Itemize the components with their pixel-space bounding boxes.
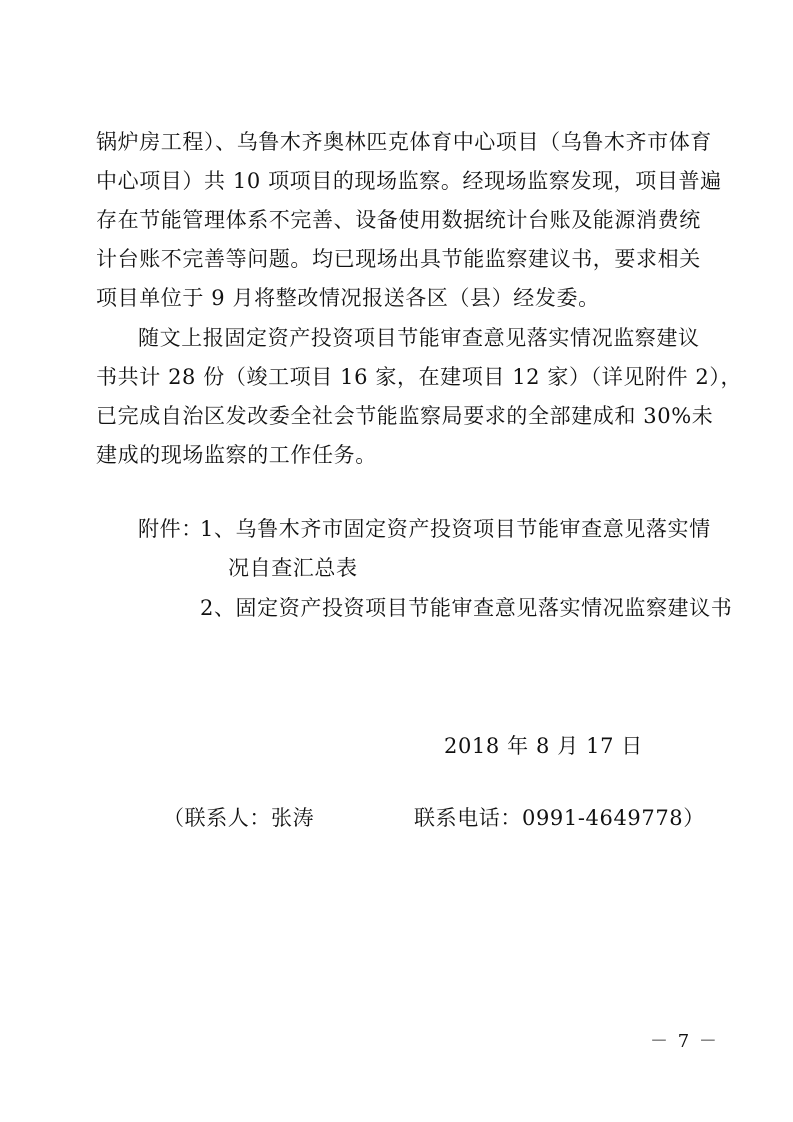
attachment-item-1-continued: 况自查汇总表 (228, 556, 358, 580)
contact-phone: 联系电话：0991-4649778） (414, 806, 705, 830)
paragraph1-line-3: 存在节能管理体系不完善、设备使用数据统计台账及能源消费统 (96, 208, 701, 232)
attachments-label: 附件： (138, 517, 203, 541)
paragraph2-line-4: 建成的现场监察的工作任务。 (96, 443, 377, 467)
attachment-item-1: 1、乌鲁木齐市固定资产投资项目节能审查意见落实情 (200, 517, 711, 541)
paragraph2-line-3: 已完成自治区发改委全社会节能监察局要求的全部建成和 30%未 (96, 404, 714, 428)
paragraph2-line-2: 书共计 28 份（竣工项目 16 家，在建项目 12 家）（详见附件 2）， (96, 365, 743, 389)
paragraph1-line-2: 中心项目）共 10 项项目的现场监察。经现场监察发现，项目普遍 (96, 169, 722, 193)
attachment-item-2: 2、固定资产投资项目节能审查意见落实情况监察建议书 (200, 596, 733, 620)
paragraph1-line-4: 计台账不完善等问题。均已现场出具节能监察建议书，要求相关 (96, 247, 701, 271)
page-number: － 7 － (650, 1031, 719, 1052)
paragraph2-line-1: 随文上报固定资产投资项目节能审查意见落实情况监察建议 (138, 326, 700, 350)
document-date: 2018 年 8 月 17 日 (444, 734, 643, 758)
paragraph1-line-5: 项目单位于 9 月将整改情况报送各区（县）经发委。 (96, 286, 600, 310)
contact-person: （联系人：张涛 (163, 806, 315, 830)
paragraph1-line-1: 锅炉房工程）、乌鲁木齐奥林匹克体育中心项目（乌鲁木齐市体育 (96, 130, 712, 154)
